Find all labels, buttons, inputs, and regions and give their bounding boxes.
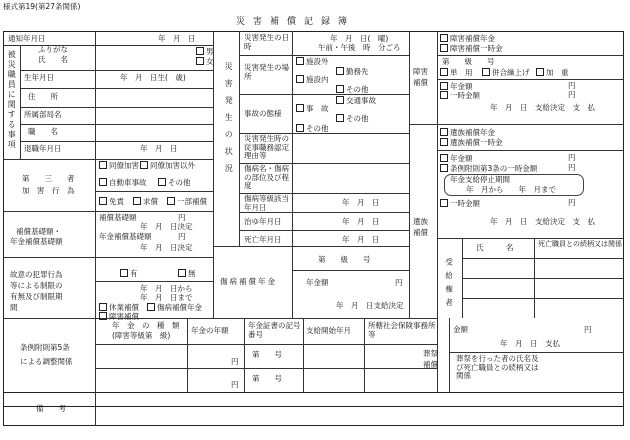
pension-decision-date: 年 月 日決定	[140, 243, 193, 252]
survivor-stop-period-label: 年金支給停止期間	[450, 175, 510, 184]
crime-label-2: 等による制限の	[10, 281, 63, 290]
address-label: 住 所	[28, 92, 58, 101]
place-inside[interactable]: 施設内	[296, 75, 329, 85]
recipient-name-header: 氏 名	[476, 243, 514, 252]
restriction-no[interactable]: 無	[178, 269, 196, 279]
death-date-label: 死亡年月日	[244, 235, 282, 244]
option-non-coworker[interactable]: 同僚加害以外	[140, 161, 195, 171]
row2-number: 第 号	[252, 374, 282, 383]
form-number: 様式第19(第27条関係)	[3, 2, 81, 11]
birthdate-label: 生年月日	[24, 73, 54, 82]
birthdate-value: 年 月 日生( 歳)	[120, 73, 186, 82]
pension-decision-date: 年 月 日支給決定	[336, 301, 404, 310]
accident-type-label: 事故の態様	[244, 109, 282, 118]
survivor-pension-amount[interactable]: 年金額	[440, 154, 473, 164]
option-disability-comp[interactable]: 障害補償	[99, 312, 139, 322]
job-title-label: 職 名	[28, 127, 58, 136]
option-leave-comp[interactable]: 休業補償	[99, 303, 139, 313]
adjustment-label-1: 条例附則第5条	[20, 343, 70, 352]
option-recourse[interactable]: 求償	[133, 197, 158, 207]
type-traffic[interactable]: 交通事故	[336, 96, 376, 106]
occurrence-time-value: 午前・午後 時 分ごろ	[318, 43, 401, 52]
survivor-lump-yen: 円	[568, 198, 576, 207]
name-label: 氏 名	[38, 55, 68, 64]
furigana-label: ふりがな	[38, 45, 68, 54]
annual-pension-yen: 円	[395, 278, 403, 287]
survivor-supplement-yen: 円	[568, 163, 576, 172]
row1-number: 第 号	[252, 350, 282, 359]
disability-comp-label-1: 障害	[413, 67, 428, 76]
survivor-lump-option[interactable]: 遺族補償一時金	[440, 138, 503, 148]
place-outside[interactable]: 施設外	[296, 57, 329, 67]
type-other[interactable]: その他	[296, 124, 329, 134]
notice-date-value: 年 月 日	[158, 34, 196, 43]
base-amount-yen: 円	[178, 213, 186, 222]
place-other[interactable]: その他	[336, 85, 369, 95]
funeral-amount-yen: 円	[584, 325, 592, 334]
pension-kind-header: 年 金 の 種 類	[112, 321, 180, 330]
row1-yen: 円	[231, 357, 239, 366]
disability-pension-yen: 円	[568, 81, 576, 90]
disability-paid-date: 年 月 日 支給決定 支 払	[490, 103, 595, 112]
survivor-stop-period-value: 年 月から 年 月まで	[466, 185, 556, 194]
occurrence-place-label: 災害発生の場所	[244, 63, 289, 81]
grade-single[interactable]: 単 用	[440, 68, 473, 78]
female-checkbox[interactable]: 女	[196, 57, 214, 67]
disability-lump-amount[interactable]: 一時金額	[440, 91, 480, 101]
disability-lump-option[interactable]: 障害補償一時金	[440, 44, 503, 54]
remarks-frame	[3, 392, 624, 426]
row2-yen: 円	[231, 380, 239, 389]
annual-pension-field: 年金額	[306, 278, 329, 287]
funeral-comp-label-2: 補償	[423, 360, 438, 369]
funeral-amount-label: 金額	[453, 325, 468, 334]
funeral-person-label: 葬祭を行った者の氏名及び死亡職員との続柄又は関係	[456, 354, 539, 381]
restriction-from: 年 月 日から	[140, 284, 193, 293]
base-amount-field: 補償基礎額	[99, 213, 137, 222]
recipient-label: 受給権者	[444, 258, 454, 312]
funeral-paid-date: 年 月 日 支払	[500, 339, 560, 348]
adjustment-label-2: による調整関係	[20, 357, 73, 366]
pension-base-yen: 円	[178, 232, 186, 241]
option-exemption[interactable]: 免責	[99, 197, 124, 207]
option-coworker[interactable]: 同僚加害	[99, 161, 139, 171]
department-label: 所属部局名	[24, 110, 62, 119]
survivor-lump-amount[interactable]: 一時金額	[440, 199, 480, 209]
restriction-yes[interactable]: 有	[120, 269, 138, 279]
male-checkbox[interactable]: 男	[196, 47, 214, 57]
grade-date-value: 年 月 日	[342, 198, 380, 207]
status-section-label: 災害発生の状況	[224, 62, 234, 181]
funeral-comp-label-1: 葬祭	[423, 349, 438, 358]
survivor-comp-label-1: 遺族	[413, 217, 428, 226]
third-party-label: 第 三 者	[22, 174, 75, 183]
occurrence-datetime-label: 災害発生の日時	[244, 33, 289, 51]
recipient-relation-header: 死亡職員との続柄又は関係	[538, 240, 622, 248]
type-accident[interactable]: 事 故	[296, 104, 329, 114]
survivor-comp-label-2: 補償	[413, 228, 428, 237]
disability-comp-label-2: 補償	[413, 78, 428, 87]
type-accident-other[interactable]: その他	[336, 114, 369, 124]
option-injury-pension[interactable]: 傷病補償年金	[147, 303, 202, 313]
disability-lump-yen: 円	[568, 90, 576, 99]
pension-base-field: 年金補償基礎額	[99, 232, 152, 241]
perpetrator-label: 加 害 行 為	[22, 186, 75, 195]
start-month-header: 支給開始年月	[306, 326, 351, 335]
survivor-supplement-amount[interactable]: 条例附則第3条の一時金額	[440, 164, 537, 174]
retirement-date-value: 年 月 日	[140, 144, 178, 153]
option-partial[interactable]: 一部補償	[167, 197, 207, 207]
cure-date-label: 治ゆ年月日	[244, 217, 282, 226]
base-amount-label-1: 補償基礎額・	[16, 227, 61, 236]
victim-section-label: 被災職員に関する事項	[7, 50, 17, 150]
crime-label-4: 間	[10, 303, 18, 312]
annual-amount-header: 年金の年額	[191, 326, 229, 335]
crime-label-1: 故意の犯罪行為	[10, 270, 63, 279]
survivor-pension-option[interactable]: 遺族補償年金	[440, 128, 495, 138]
survivor-paid-date: 年 月 日 支給決定 支 払	[490, 217, 595, 226]
base-decision-date: 年 月 日決定	[140, 222, 193, 231]
duty-recognition-label: 災害発生時の従事職務認定理由等	[244, 134, 289, 161]
notice-date-label: 通知年月日	[8, 34, 46, 43]
disability-pension-amount[interactable]: 年金額	[440, 82, 473, 92]
grade-combined[interactable]: 併合繰上げ	[482, 68, 530, 78]
cure-date-value: 年 月 日	[342, 217, 380, 226]
death-date-value: 年 月 日	[342, 235, 380, 244]
injury-label: 傷病名・傷病の部位及び程度	[244, 164, 289, 191]
disability-grade-field: 第 級 号	[442, 57, 495, 66]
pension-grade-field: 第 級 号	[318, 255, 371, 264]
crime-label-3: 有無及び制限期	[10, 292, 63, 301]
grade-date-label: 傷病等級該当年月日	[244, 194, 289, 212]
option-other[interactable]: その他	[158, 178, 191, 188]
occurrence-date-value: 年 月 日( 曜)	[330, 34, 389, 43]
restriction-until: 年 月 日まで	[140, 293, 193, 302]
page-title: 災害補償記録簿	[236, 17, 356, 27]
base-amount-label-2: 年金補償基礎額	[10, 237, 63, 246]
insurance-office-header: 所轄社会保険事務所等	[368, 321, 436, 339]
retirement-date-label: 退職年月日	[24, 144, 62, 153]
pension-kind-grade: (障害等級第 級)	[112, 331, 171, 340]
place-workplace[interactable]: 勤務先	[336, 67, 369, 77]
injury-pension-label: 傷病補償年金	[220, 277, 277, 286]
grade-aggravated[interactable]: 加 重	[536, 68, 569, 78]
disability-pension-option[interactable]: 障害補償年金	[440, 34, 495, 44]
survivor-pension-yen: 円	[568, 153, 576, 162]
option-car-accident[interactable]: 自動車事故	[99, 178, 147, 188]
remarks-label: 備 考	[36, 404, 66, 413]
certificate-number-header: 年金証書の記号番号	[248, 321, 301, 339]
